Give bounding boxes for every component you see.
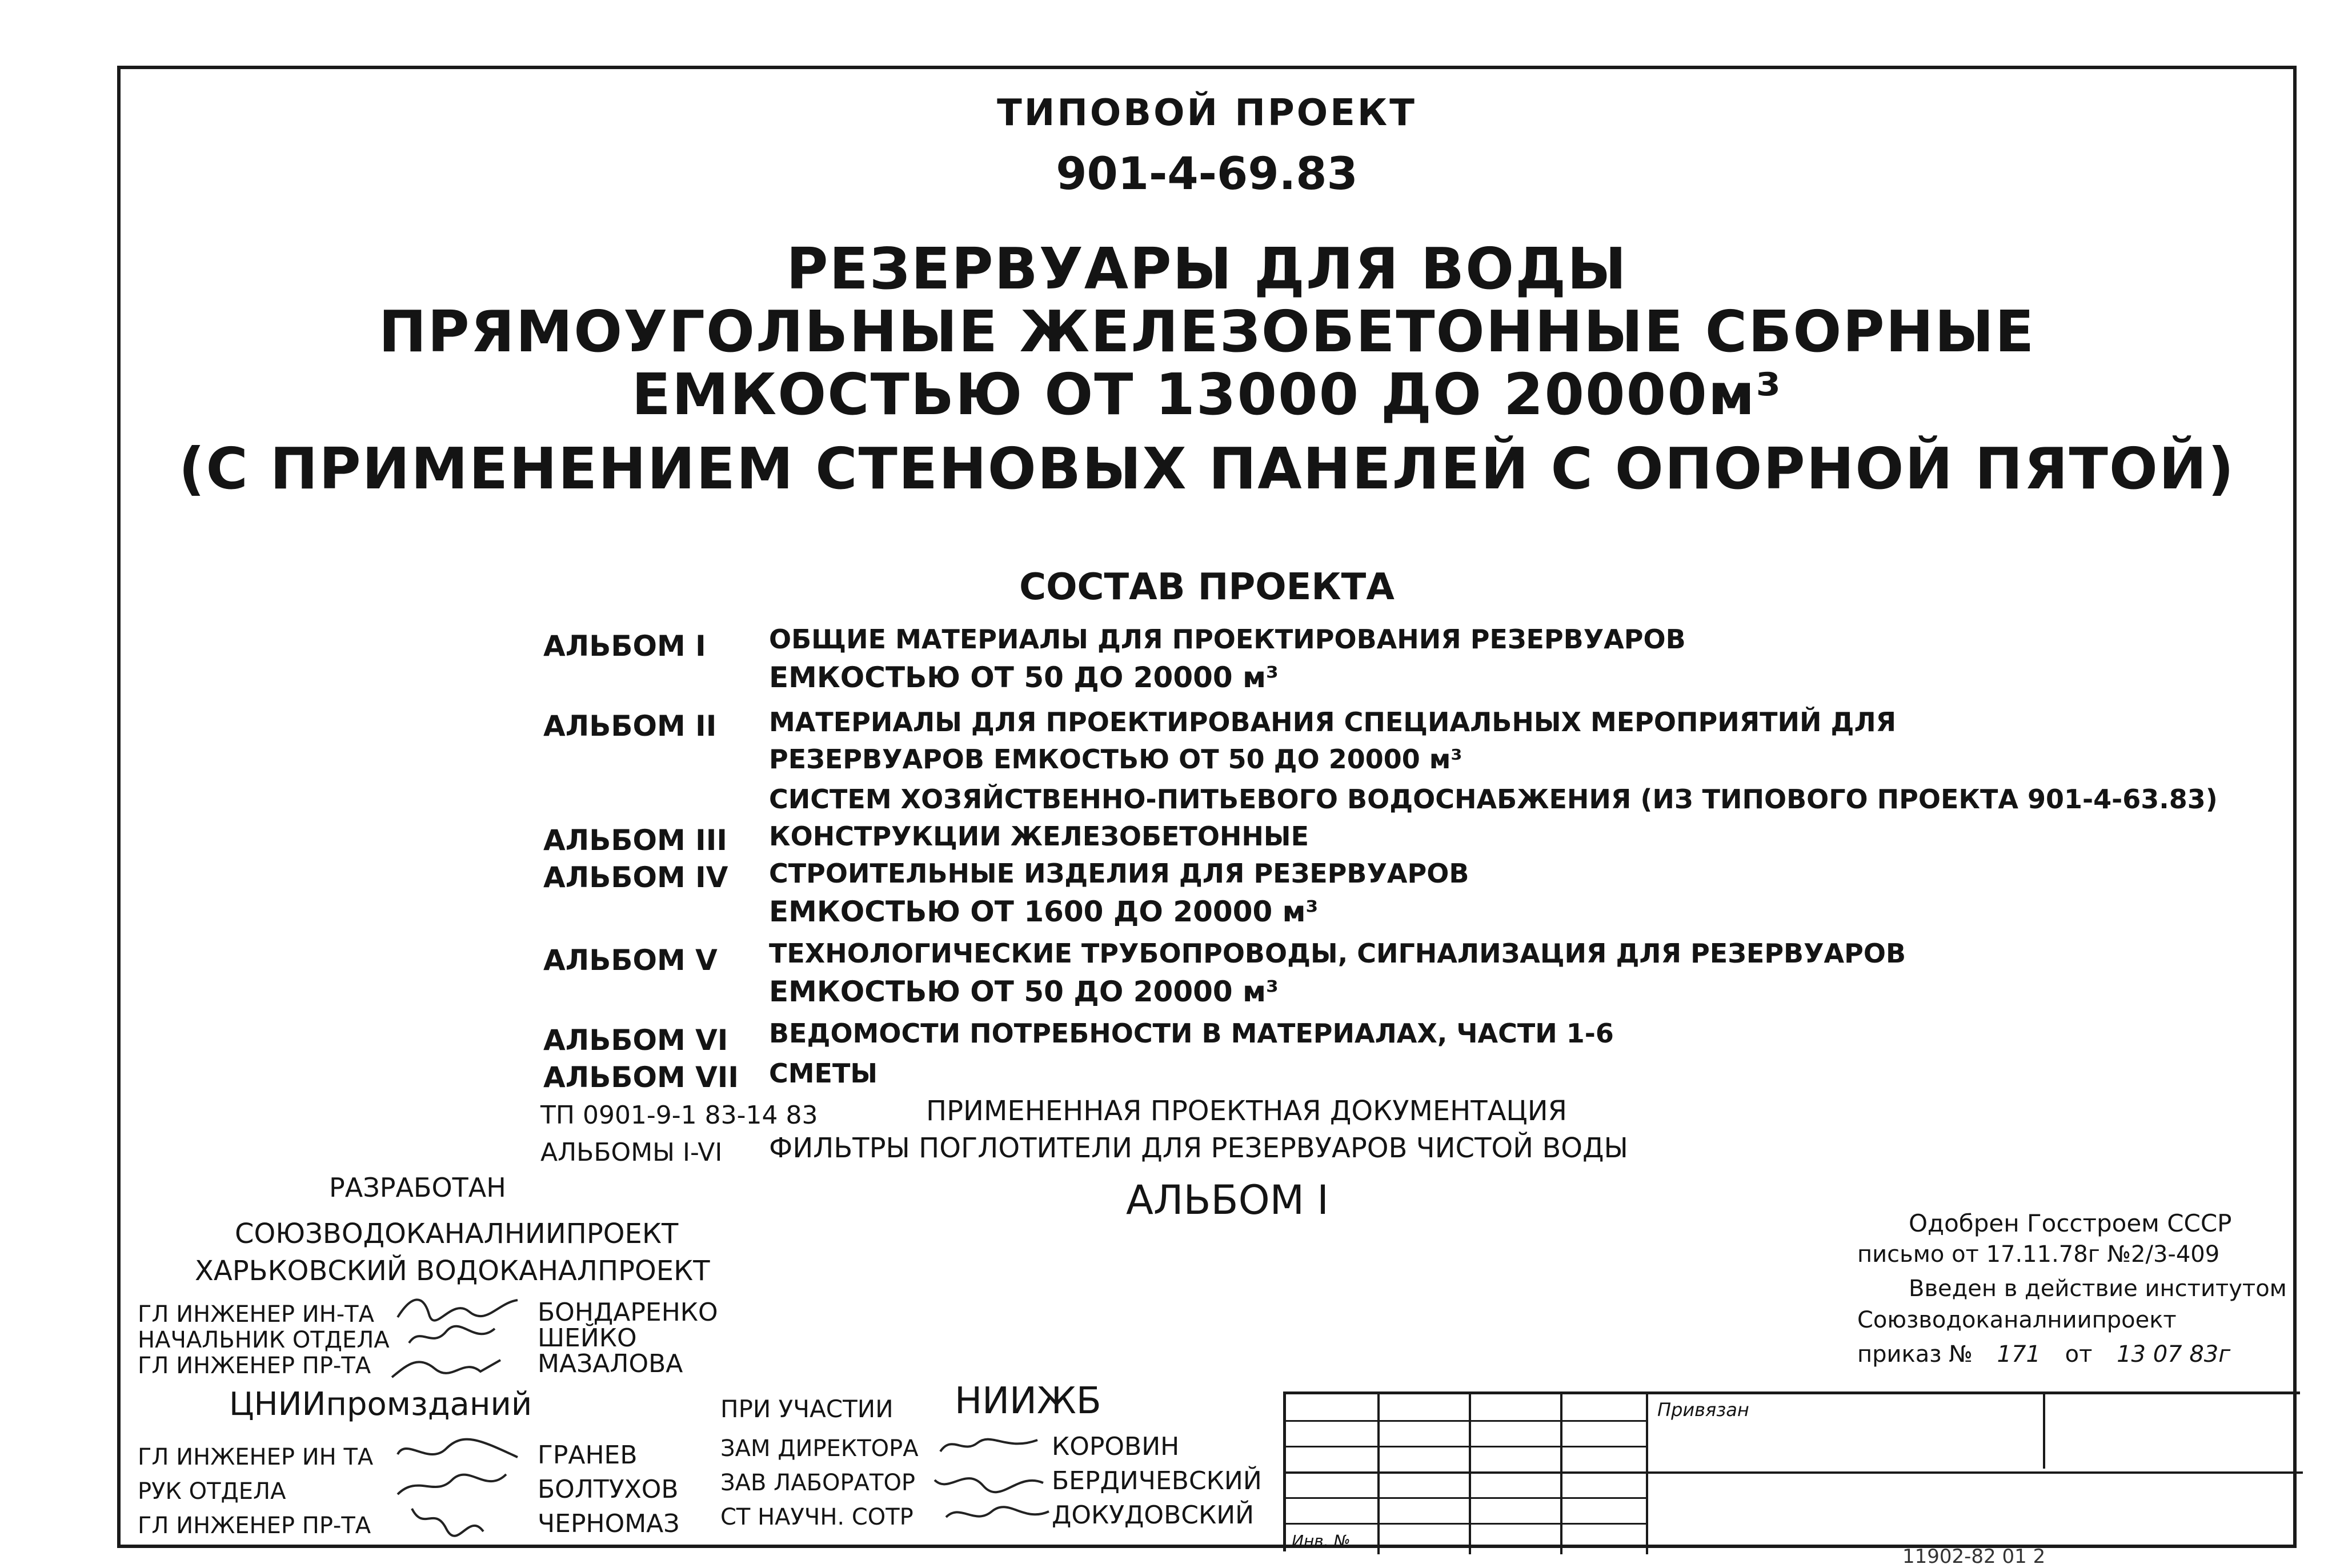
album-line: ОБЩИЕ МАТЕРИАЛЫ ДЛЯ ПРОЕКТИРОВАНИЯ РЕЗЕРВУАРОВ	[769, 624, 1686, 655]
approval-line-3: Введен в действие институтом	[1909, 1276, 2287, 1302]
developer-org-1: СОЮЗВОДОКАНАЛНИИПРОЕКТ	[235, 1218, 679, 1250]
album-label: АЛЬБОМ II	[543, 709, 717, 743]
current-album: АЛЬБОМ I	[1126, 1177, 1329, 1224]
stamp-attached-label: Привязан	[1657, 1399, 1749, 1421]
title-line-4: (С ПРИМЕНЕНИЕМ СТЕНОВЫХ ПАНЕЛЕЙ С ОПОРНОЙ ПЯТОЙ)	[178, 435, 2235, 502]
signature-image	[932, 1463, 1046, 1497]
album-label: АЛЬБОМ III	[543, 824, 727, 857]
title-line-2: ПРЯМОУГОЛЬНЫЕ ЖЕЛЕЗОБЕТОННЫЕ СБОРНЫЕ	[378, 298, 2036, 365]
album-line: ВЕДОМОСТИ ПОТРЕБНОСТИ В МАТЕРИАЛАХ, ЧАСТИ 1-6	[769, 1018, 1614, 1049]
project-number: 901-4-69.83	[1056, 149, 1358, 200]
person-role: ГЛ ИНЖЕНЕР ПР-ТА	[138, 1513, 371, 1539]
approval-order	[1857, 1343, 2230, 1366]
person-name: ГРАНЕВ	[538, 1441, 638, 1470]
person-name: ДОКУДОВСКИЙ	[1052, 1501, 1255, 1530]
signature-image	[943, 1497, 1052, 1531]
participation-org: НИИЖБ	[955, 1380, 1101, 1422]
album-line: ТЕХНОЛОГИЧЕСКИЕ ТРУБОПРОВОДЫ, СИГНАЛИЗАЦИЯ ДЛЯ РЕЗЕРВУАРОВ	[769, 938, 1906, 969]
album-label: АЛЬБОМ VII	[543, 1061, 739, 1094]
approval-line-1: Одобрен Госстроем СССР	[1909, 1209, 2232, 1237]
album-label: АЛЬБОМ I	[543, 629, 706, 663]
title-line-3: ЕМКОСТЬЮ ОТ 13000 ДО 20000м³	[631, 361, 1782, 428]
filters-albums-label: АЛЬБОМЫ I-VI	[540, 1138, 723, 1167]
album-line: ЕМКОСТЬЮ ОТ 50 ДО 20000 м³	[769, 975, 1279, 1008]
person-role: ГЛ ИНЖЕНЕР ИН ТА	[138, 1444, 374, 1470]
approval-line-4: Союзводоканалниипроект	[1857, 1307, 2177, 1333]
signature-image	[937, 1429, 1040, 1463]
album-line: ЕМКОСТЬЮ ОТ 50 ДО 20000 м³	[769, 661, 1279, 694]
album-line: СТРОИТЕЛЬНЫЕ ИЗДЕЛИЯ ДЛЯ РЕЗЕРВУАРОВ	[769, 858, 1469, 889]
signature-image	[389, 1349, 503, 1383]
applied-doc-text: ПРИМЕНЕННАЯ ПРОЕКТНАЯ ДОКУМЕНТАЦИЯ	[926, 1095, 1567, 1127]
person-role: ГЛ ИНЖЕНЕР ИН-ТА	[138, 1301, 374, 1328]
applied-doc-code: ТП 0901-9-1 83-14 83	[540, 1101, 818, 1130]
album-line: СМЕТЫ	[769, 1058, 877, 1089]
signature-image	[406, 1503, 486, 1537]
album-line: МАТЕРИАЛЫ ДЛЯ ПРОЕКТИРОВАНИЯ СПЕЦИАЛЬНЫХ МЕРОПРИЯТИЙ ДЛЯ	[769, 707, 1897, 737]
album-line: КОНСТРУКЦИИ ЖЕЛЕЗОБЕТОННЫЕ	[769, 821, 1309, 852]
signature-image	[395, 1469, 509, 1503]
footer-code: 11902-82 01 2	[1902, 1545, 2046, 1568]
filters-text: ФИЛЬТРЫ ПОГЛОТИТЕЛИ ДЛЯ РЕЗЕРВУАРОВ ЧИСТОЙ ВОДЫ	[769, 1132, 1628, 1164]
person-name: МАЗАЛОВА	[538, 1349, 683, 1378]
person-name: БОЛТУХОВ	[538, 1475, 679, 1504]
approval-order-number: 171	[1997, 1341, 2041, 1368]
approval-order-prefix: приказ №	[1857, 1341, 1973, 1368]
participation-label: ПРИ УЧАСТИИ	[720, 1395, 893, 1423]
person-role: ЗАМ ДИРЕКТОРА	[720, 1435, 919, 1462]
stamp-inv-label: Инв. №	[1292, 1531, 1351, 1550]
person-name: ШЕЙКО	[538, 1324, 637, 1353]
title-line-1: РЕЗЕРВУАРЫ ДЛЯ ВОДЫ	[786, 235, 1628, 302]
person-role: ГЛ ИНЖЕНЕР ПР-ТА	[138, 1353, 371, 1379]
developer-org-3: ЦНИИпромзданий	[229, 1386, 532, 1423]
project-type-label: ТИПОВОЙ ПРОЕКТ	[997, 92, 1417, 134]
album-line: СИСТЕМ ХОЗЯЙСТВЕННО-ПИТЬЕВОГО ВОДОСНАБЖЕНИЯ (ИЗ ТИПОВОГО ПРОЕКТА 901-4-63.83)	[769, 784, 2218, 815]
approval-order-from: от	[2065, 1341, 2093, 1368]
album-line: ЕМКОСТЬЮ ОТ 1600 ДО 20000 м³	[769, 895, 1319, 928]
person-name: ЧЕРНОМАЗ	[538, 1509, 680, 1538]
signature-image	[395, 1434, 520, 1469]
person-role: ЗАВ ЛАБОРАТОР	[720, 1470, 916, 1496]
person-role: РУК ОТДЕЛА	[138, 1478, 286, 1505]
person-name: БЕРДИЧЕВСКИЙ	[1052, 1466, 1262, 1495]
developed-label: РАЗРАБОТАН	[329, 1172, 506, 1203]
album-label: АЛЬБОМ VI	[543, 1024, 728, 1057]
approval-order-date: 13 07 83г	[2117, 1341, 2231, 1368]
developer-org-2: ХАРЬКОВСКИЙ ВОДОКАНАЛПРОЕКТ	[195, 1255, 710, 1287]
title-block-stamp	[1283, 1391, 2300, 1551]
album-label: АЛЬБОМ IV	[543, 861, 728, 894]
person-role: НАЧАЛЬНИК ОТДЕЛА	[138, 1327, 390, 1353]
drawing-sheet	[117, 66, 2297, 1548]
album-label: АЛЬБОМ V	[543, 944, 718, 977]
approval-line-2: письмо от 17.11.78г №2/3-409	[1857, 1241, 2220, 1268]
album-line: РЕЗЕРВУАРОВ ЕМКОСТЬЮ ОТ 50 ДО 20000 м³	[769, 744, 1462, 775]
person-name: БОНДАРЕНКО	[538, 1298, 718, 1327]
composition-title: СОСТАВ ПРОЕКТА	[1019, 566, 1395, 608]
person-role: СТ НАУЧН. СОТР	[720, 1504, 913, 1530]
person-name: КОРОВИН	[1052, 1432, 1180, 1461]
